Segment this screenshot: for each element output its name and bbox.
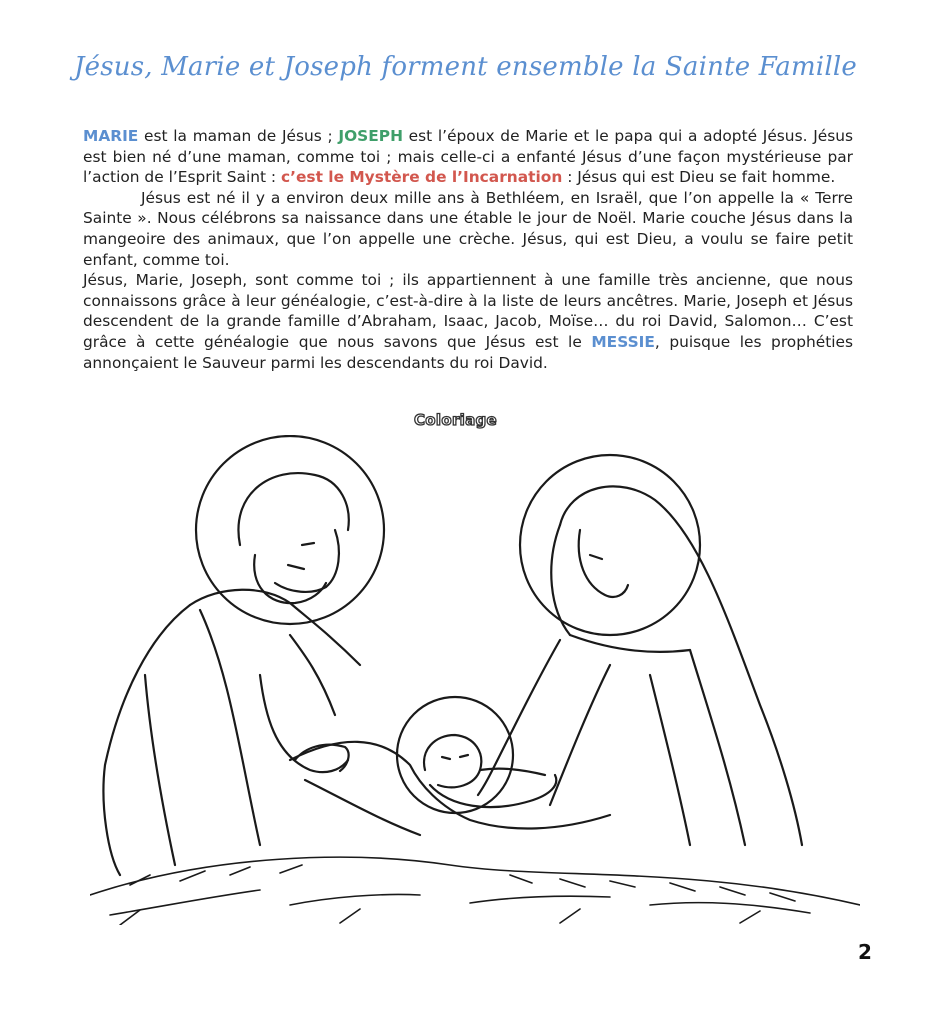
baby-jesus-figure — [397, 697, 556, 813]
body-text — [83, 126, 853, 373]
marie-figure — [478, 455, 802, 845]
paragraph-1-text-b: est l’époux de Marie et le papa qui a adopté Jésus. Jésus est bien né d’une maman, comme toi ; mais celle-ci a enfanté Jésus d’une façon mystérieuse par l’action de l’Esprit Saint : — [83, 127, 853, 187]
coloriage-label: Coloriage — [414, 411, 498, 429]
joseph-cloak — [103, 605, 190, 875]
incarnation-highlight: c’est le Mystère de l’Incarnation — [281, 168, 563, 187]
joseph-halo — [196, 436, 384, 624]
paragraph-3-text-a: Jésus, Marie, Joseph, sont comme toi ; ils appartiennent à une famille très ancienne, que nous connaissons grâce à leur généalogie, c’est-à-dire à la liste de leurs ancêtres. Marie, Joseph et Jésus descendent de la grande famille d’Abraham, Isaac, Jacob, Moïse… du roi David, Salomon… C’est grâce à cette généalogie que nous savons que Jésus est le — [83, 271, 853, 351]
nativity-illustration — [90, 435, 860, 925]
paragraph-3-text-b: , puisque les prophéties annonçaient le Sauveur parmi les descendants du roi David. — [83, 332, 854, 372]
joseph-highlight: JOSEPH — [338, 127, 403, 145]
paragraph-3 — [83, 270, 853, 373]
marie-highlight: MARIE — [83, 127, 139, 145]
cloth — [290, 742, 610, 835]
joseph-robe — [200, 610, 260, 845]
messie-highlight: MESSIE — [591, 332, 655, 351]
marie-veil — [560, 486, 802, 845]
baby-halo — [397, 697, 513, 813]
page-number: 2 — [858, 940, 872, 964]
joseph-hair — [238, 473, 348, 545]
marie-halo — [520, 455, 700, 635]
paragraph-2: Jésus est né il y a environ deux mille ans à Bethléem, en Israël, que l’on appelle la « Terre Sainte ». Nous célébrons sa naissance dans une étable le jour de Noël. Marie couche Jésus dans la mangeoire des animaux, que l’on appelle une crèche. Jésus, qui est Dieu, a voulu se faire petit enfant, comme toi. — [83, 188, 853, 269]
page-title: Jésus, Marie et Joseph forment ensemble la Sainte Famille — [74, 52, 857, 82]
joseph-arm — [260, 675, 348, 772]
paragraph-1-text-a: est la maman de Jésus ; — [138, 127, 339, 145]
paragraph-1 — [83, 126, 853, 188]
straw-manger — [90, 857, 860, 925]
baby-head — [424, 735, 481, 787]
marie-face — [579, 530, 628, 597]
paragraph-1-text-c: : Jésus qui est Dieu se fait homme. — [562, 168, 836, 187]
marie-robe — [690, 650, 745, 845]
joseph-beard — [254, 555, 326, 603]
baby-swaddle — [430, 775, 556, 807]
marie-arm — [478, 640, 560, 795]
joseph-figure — [103, 436, 384, 875]
joseph-face — [275, 530, 339, 592]
